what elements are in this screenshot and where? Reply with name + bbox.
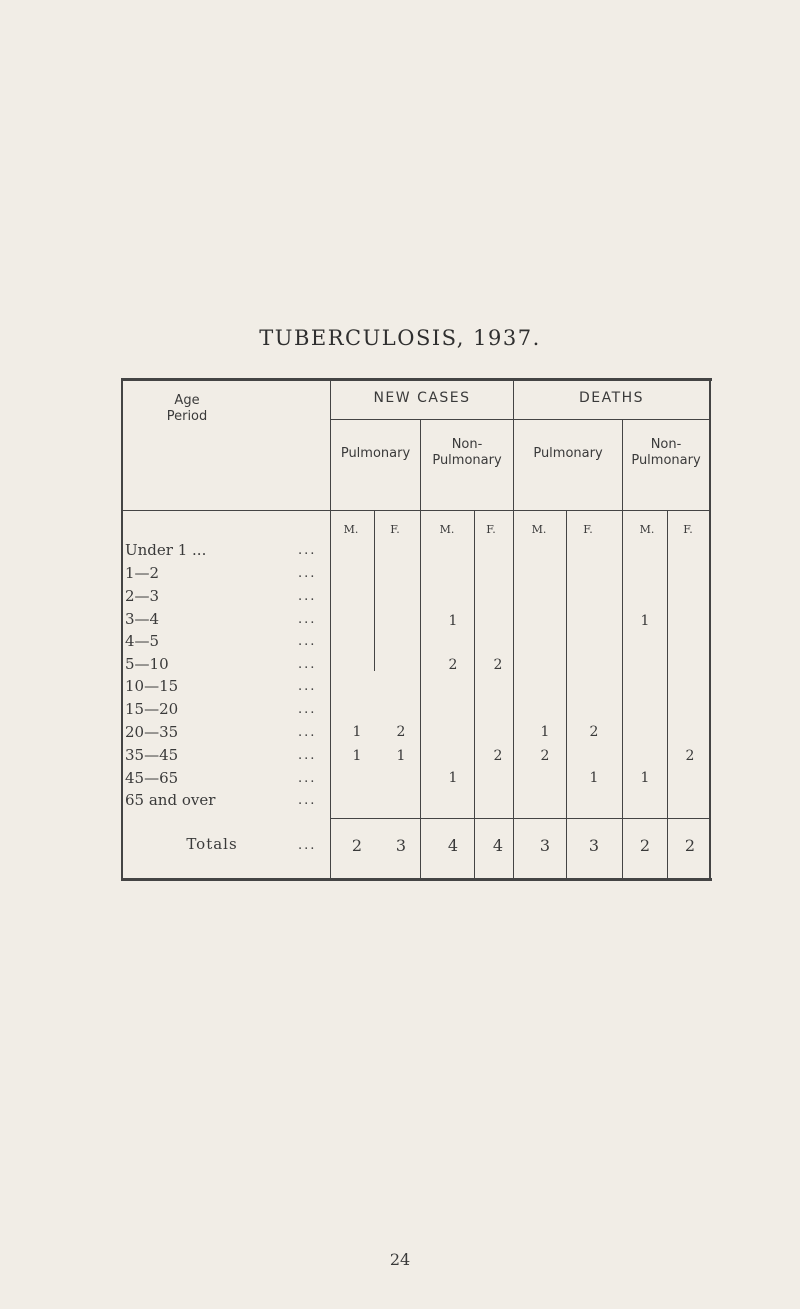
table-cell: 2 [448,657,458,673]
mf-divider-2 [474,511,475,878]
table-cell: 1 [448,770,458,786]
age-label: Under 1 ... [125,541,207,559]
total-cell: 2 [684,836,696,855]
age-label: 1—2 [125,564,160,582]
dot-leader: ... [298,543,317,558]
mf-divider-4 [667,511,668,878]
table-cell: 1 [352,724,362,740]
age-label: 2—3 [125,587,160,605]
age-label: 65 and over [125,791,216,809]
deaths-header: DEATHS [578,390,645,406]
age-label: 10—15 [125,677,179,695]
male-header: M. [343,523,359,536]
dot-leader: ... [298,566,317,581]
dot-leader: ... [298,679,317,694]
dot-leader: ... [298,748,317,763]
total-cell: 4 [447,836,459,855]
deaths-nonpulm-header-line1: Non- [650,437,682,452]
table-top-rule [122,378,712,381]
total-cell: 3 [539,836,551,855]
table-cell: 2 [685,748,695,764]
table-cell: 1 [589,770,599,786]
mf-divider-1 [374,511,375,671]
table-cell: 2 [589,724,599,740]
totals-label: Totals [186,835,238,853]
header-rule [122,510,710,511]
page-title: TUBERCULOSIS, 1937. [259,326,541,350]
male-header: M. [531,523,547,536]
total-cell: 4 [492,836,504,855]
deaths-pulmonary-divider [622,420,623,878]
age-label: 5—10 [125,655,169,673]
total-cell: 3 [395,836,407,855]
table-cell: 2 [396,724,406,740]
page-number: 24 [389,1250,411,1269]
female-header: F. [583,523,593,536]
table-left-border [121,378,123,881]
female-header: F. [486,523,496,536]
age-header-line2: Period [166,409,208,424]
age-label: 4—5 [125,632,160,650]
deaths-pulmonary-header: Pulmonary [533,446,603,461]
table-cell: 1 [396,748,406,764]
new-cases-header: NEW CASES [373,390,471,406]
dot-leader: ... [298,793,317,808]
age-header-line1: Age [174,393,200,408]
table-cell: 1 [540,724,550,740]
cases-pulmonary-header: Pulmonary [340,446,411,461]
age-label: 3—4 [125,610,160,628]
table-bottom-rule [122,878,712,881]
table-cell: 1 [640,770,650,786]
table-cell: 1 [640,613,650,629]
dot-leader: ... [298,725,317,740]
female-header: F. [683,523,693,536]
table-cell: 1 [352,748,362,764]
table-cell: 1 [448,613,458,629]
dot-leader: ... [298,634,317,649]
totals-rule [331,818,709,819]
mf-divider-3 [566,511,567,878]
new-cases-subrule [331,419,513,420]
total-cell: 2 [639,836,651,855]
total-cell: 2 [351,836,363,855]
dot-leader: ... [298,771,317,786]
male-header: M. [639,523,655,536]
dot-leader: ... [298,702,317,717]
cases-pulmonary-divider [420,420,421,878]
table-cell: 2 [540,748,550,764]
cases-nonpulm-header-line2: Pulmonary [432,453,502,468]
dot-leader: ... [298,838,317,853]
deaths-nonpulm-header-line2: Pulmonary [631,453,701,468]
age-label: 45—65 [125,769,179,787]
table-cell: 2 [493,748,503,764]
total-cell: 3 [588,836,600,855]
cases-nonpulm-header-line1: Non- [451,437,483,452]
age-label: 35—45 [125,746,179,764]
table-cell: 2 [493,657,503,673]
dot-leader: ... [298,589,317,604]
female-header: F. [390,523,400,536]
age-label: 20—35 [125,723,179,741]
dot-leader: ... [298,657,317,672]
deaths-subrule [514,419,709,420]
dot-leader: ... [298,612,317,627]
age-label: 15—20 [125,700,179,718]
table-right-border [709,378,711,881]
male-header: M. [439,523,455,536]
